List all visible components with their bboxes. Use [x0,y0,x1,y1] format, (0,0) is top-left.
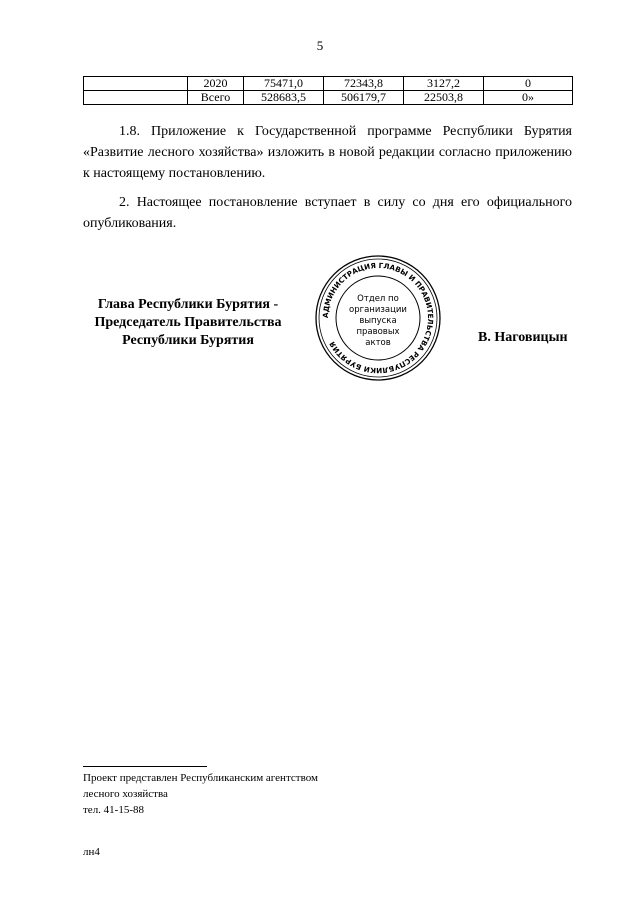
table-cell: 3127,2 [404,77,484,91]
funding-table [83,76,573,105]
paragraph-text: 2. Настоящее постановление вступает в силу со дня его официального опубликования. [83,195,572,231]
table-cell: 22503,8 [404,91,484,105]
table-cell: 75471,0 [244,77,324,91]
signatory-title-line: Глава Республики Бурятия - [97,297,279,312]
stamp-line: выпуска [359,316,397,326]
table-cell [84,77,188,91]
table-row [84,77,573,91]
table-cell: 528683,5 [244,91,324,105]
signatory-name: В. Наговицын [478,330,568,345]
footnote-line: тел. 41-15-88 [83,804,145,816]
signatory-title-line: Республики Бурятия [122,333,254,348]
table-cell: 0» [484,91,573,105]
stamp-line: Отдел по [357,294,399,304]
stamp-line: актов [365,338,391,348]
table-cell: Всего [188,91,244,105]
footnote-line: лесного хозяйства [83,788,168,800]
paragraph-1-8 [83,121,572,184]
table-cell: 2020 [188,77,244,91]
table-cell: 0 [484,77,573,91]
stamp-line: организации [349,305,407,315]
document-code: лн4 [83,846,100,858]
table-cell: 72343,8 [324,77,404,91]
footnote-divider [83,766,207,767]
signatory-title [78,296,298,350]
stamp-ring-text: АДМИНИСТРАЦИЯ ГЛАВЫ И ПРАВИТЕЛЬСТВА РЕСПУБЛИКИ БУРЯТИЯ [320,260,436,376]
signatory-title-line: Председатель Правительства [94,315,282,330]
stamp-line: правовых [356,327,400,337]
table-cell: 506179,7 [324,91,404,105]
page-number: 5 [316,38,324,53]
table-cell [84,91,188,105]
paragraph-text: 1.8. Приложение к Государственной программе Республики Бурятия «Развитие лесного хозяйства» изложить в новой редакции согласно приложению к настоящему постановлению. [83,124,572,181]
paragraph-2 [83,192,572,234]
table-row [84,91,573,105]
official-stamp [314,254,442,382]
footnote-line: Проект представлен Республиканским агентством [83,772,318,784]
